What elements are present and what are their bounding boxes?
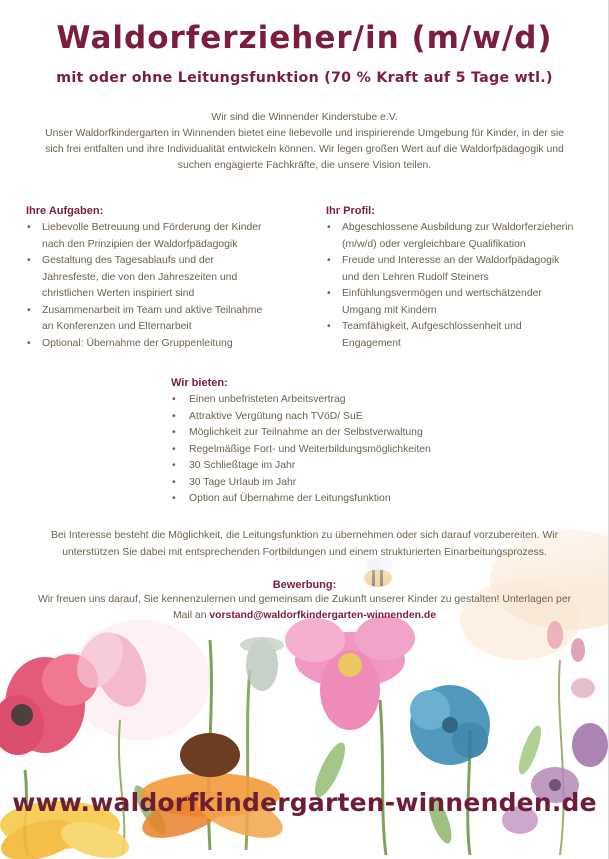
list-item: • Liebevolle Betreuung und Förderung der Kinder nach den Prinzipien der Waldorfpädagogik bbox=[26, 220, 296, 253]
list-item: • Gestaltung des Tagesablaufs und der Jahresfeste, die von den Jahreszeiten und christlichen Werten inspiriert sind bbox=[26, 253, 296, 303]
bewerbung-line bbox=[20, 608, 589, 624]
aufgaben-heading: Ihre Aufgaben: bbox=[26, 205, 104, 217]
list-item: • Attraktive Vergütung nach TVöD/ SuE bbox=[171, 409, 471, 426]
bieten-section bbox=[171, 376, 471, 508]
bewerbung-line-prefix: Mail an bbox=[172, 610, 210, 621]
list-item: • Option auf Übernahme der Leitungsfunktion bbox=[171, 491, 471, 508]
closing-line: unterstützen Sie dabei mit entsprechenden Fortbildungen und einem strukturierten Einarbeitungsprozess. bbox=[62, 547, 547, 558]
intro-line: Unser Waldorfkindergarten in Winnenden bietet eine liebevolle und inspirierende Umgebung für Kinder, in der sie bbox=[45, 128, 564, 139]
list-item: • Möglichkeit zur Teilnahme an der Selbstverwaltung bbox=[171, 425, 471, 442]
aufgaben-section bbox=[26, 204, 296, 352]
bieten-list bbox=[171, 392, 471, 508]
list-item: • Einen unbefristeten Arbeitsvertrag bbox=[171, 392, 471, 409]
email-link[interactable]: vorstand@waldorfkindergarten-winnenden.de bbox=[209, 610, 437, 621]
closing-text bbox=[20, 527, 589, 561]
profil-heading: Ihr Profil: bbox=[326, 205, 375, 217]
intro-line: Wir sind die Winnender Kinderstube e.V. bbox=[211, 112, 398, 123]
list-item: • Teamfähigkeit, Aufgeschlossenheit und Engagement bbox=[326, 319, 591, 352]
profil-list bbox=[326, 220, 591, 352]
intro-text bbox=[24, 110, 585, 174]
list-item: • 30 Tage Urlaub im Jahr bbox=[171, 475, 471, 492]
aufgaben-list bbox=[26, 220, 296, 352]
website-link[interactable]: www.waldorfkindergarten-winnenden.de bbox=[12, 788, 597, 817]
list-item: • Regelmäßige Fort- und Weiterbildungsmöglichkeiten bbox=[171, 442, 471, 459]
list-item: • Einfühlungsvermögen und wertschätzender Umgang mit Kindern bbox=[326, 286, 591, 319]
list-item: • Optional: Übernahme der Gruppenleitung bbox=[26, 336, 296, 353]
bewerbung-section bbox=[20, 578, 589, 624]
page-subtitle: mit oder ohne Leitungsfunktion (70 % Kraft auf 5 Tage wtl.) bbox=[56, 70, 553, 86]
list-item: • Zusammenarbeit im Team und aktive Teilnahme an Konferenzen und Elternarbeit bbox=[26, 303, 296, 336]
closing-line: Bei Interesse besteht die Möglichkeit, die Leitungsfunktion zu übernehmen oder sich darauf vorzubereiten. Wir bbox=[50, 530, 559, 541]
page-title: Waldorferzieher/in (m/w/d) bbox=[56, 20, 553, 56]
list-item: • Freude und Interesse an der Waldorfpädagogik und den Lehren Rudolf Steiners bbox=[326, 253, 591, 286]
list-item: • Abgeschlossene Ausbildung zur Waldorferzieherin (m/w/d) oder vergleichbare Qualifikation bbox=[326, 220, 591, 253]
intro-line: suchen engagierte Fachkräfte, die unsere Vision teilen. bbox=[177, 160, 432, 171]
bewerbung-heading: Bewerbung: bbox=[272, 579, 337, 591]
intro-line: sich frei entfalten und ihre Individualität entwickeln können. Wir legen großen Wert auf die Waldorfpädagogik und bbox=[45, 144, 564, 155]
bieten-heading: Wir bieten: bbox=[171, 377, 228, 389]
list-item: • 30 Schließtage im Jahr bbox=[171, 458, 471, 475]
profil-section bbox=[326, 204, 591, 352]
bewerbung-line: Wir freuen uns darauf, Sie kennenzulernen und gemeinsam die Zukunft unserer Kinder zu gestalten! Unterlagen per bbox=[37, 594, 572, 605]
